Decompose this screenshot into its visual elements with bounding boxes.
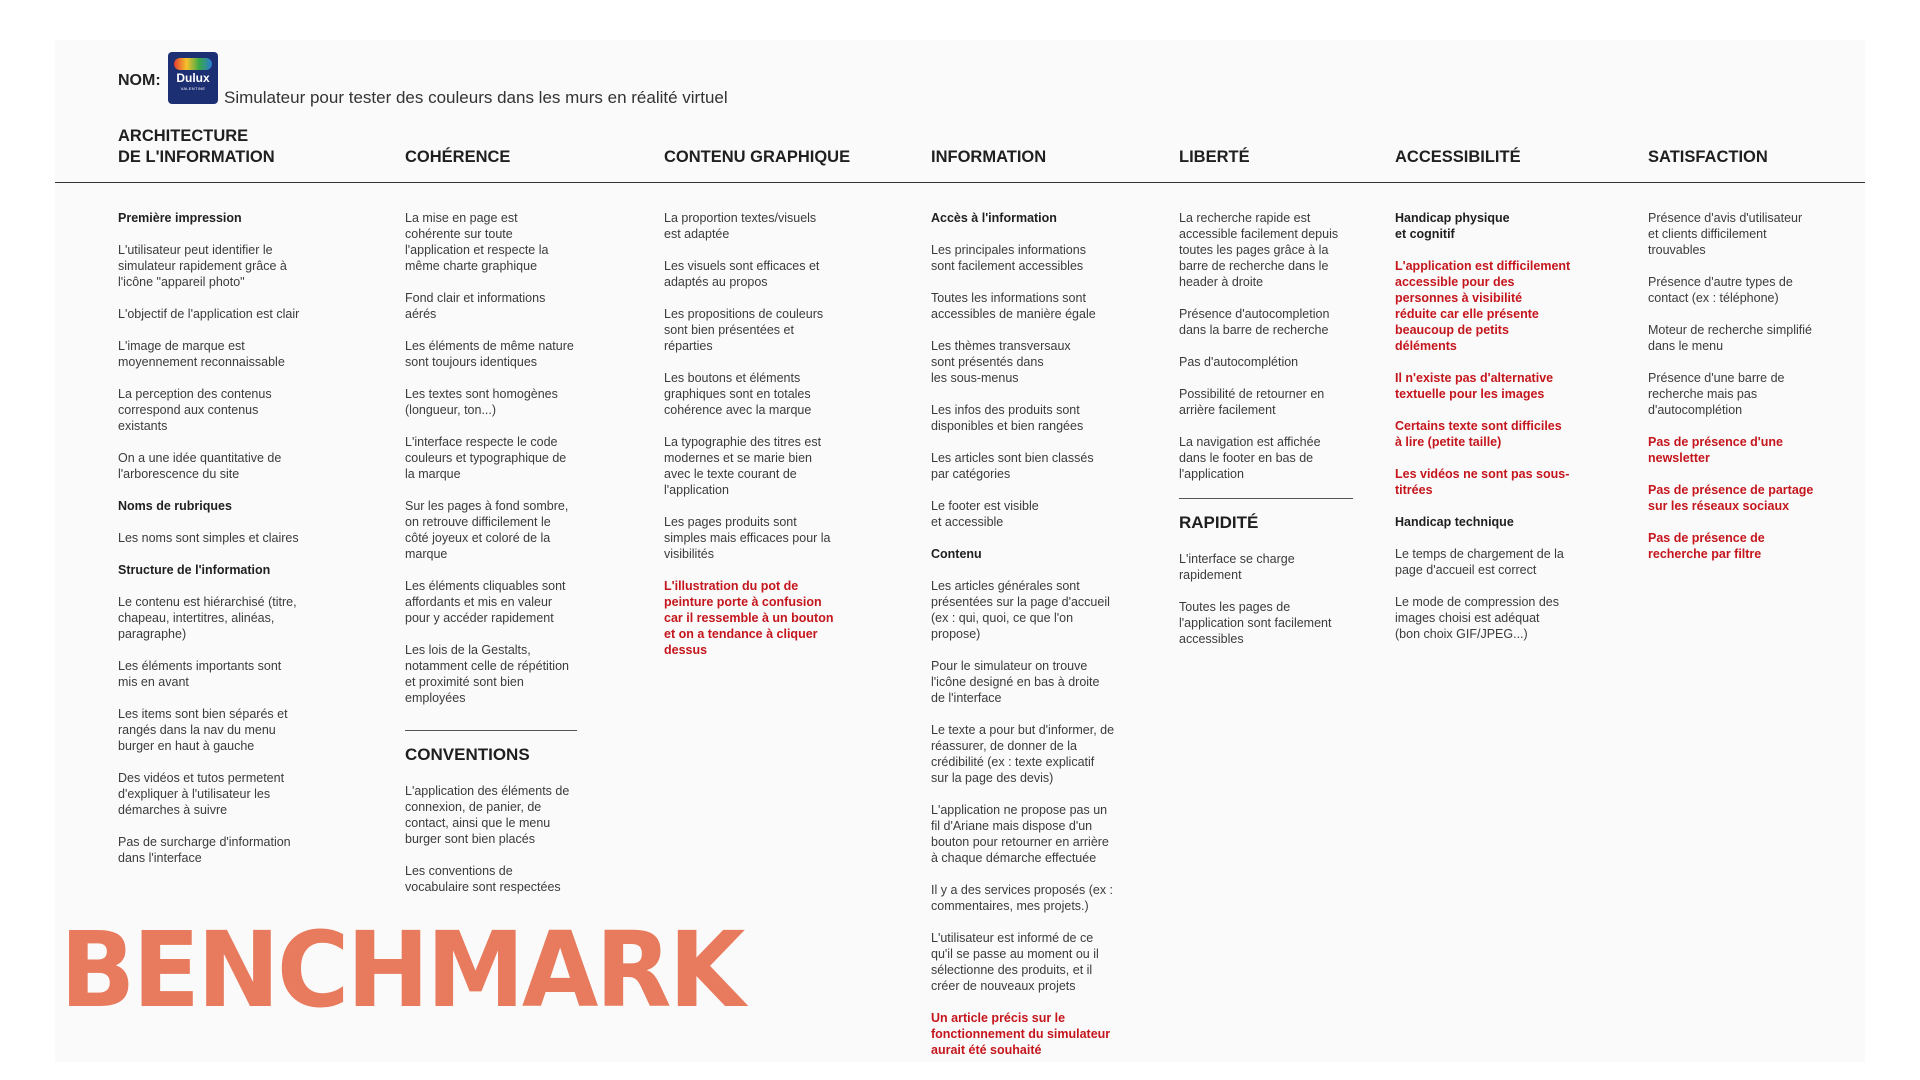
criterion-item: Les principales informations sont facilement accessibles bbox=[931, 243, 1086, 273]
criterion-item: L'utilisateur est informé de ce qu'il se passe au moment ou il sélectionne des produits, et il créer de nouveaux projets bbox=[931, 931, 1099, 993]
criterion-item: Présence d'autre types de contact (ex : téléphone) bbox=[1648, 275, 1793, 305]
criterion-item: Les infos des produits sont disponibles et bien rangées bbox=[931, 403, 1084, 433]
criterion-item: Toutes les pages de l'application sont facilement accessibles bbox=[1179, 600, 1332, 646]
column-body bbox=[118, 210, 358, 866]
criterion-item: La typographie des titres est modernes et se marie bien avec le texte courant de l'application bbox=[664, 435, 822, 497]
criterion-item: L'objectif de l'application est clair bbox=[118, 307, 300, 321]
criteria-column bbox=[1648, 126, 1848, 578]
criterion-item: La recherche rapide est accessible facilement depuis toutes les pages grâce à la barre de recherche dans le header à droite bbox=[1179, 211, 1339, 289]
criterion-item: Toutes les informations sont accessibles de manière égale bbox=[931, 291, 1096, 321]
criterion-item: Les éléments importants sont mis en avant bbox=[118, 659, 282, 689]
criterion-item: Les articles sont bien classés par catégories bbox=[931, 451, 1094, 481]
issue-item: Pas de présence d'une newsletter bbox=[1648, 435, 1783, 465]
criterion-item: Les visuels sont efficaces et adaptés au propos bbox=[664, 259, 820, 289]
criterion-item: Les boutons et éléments graphiques sont en totales cohérence avec la marque bbox=[664, 371, 812, 417]
criterion-item: Les thèmes transversaux sont présentés dans les sous-menus bbox=[931, 339, 1071, 385]
column-title: CONTENU GRAPHIQUE bbox=[664, 148, 851, 166]
criterion-item: Les conventions de vocabulaire sont respectées bbox=[405, 864, 561, 894]
criterion-item: Présence d'autocompletion dans la barre de recherche bbox=[1179, 307, 1330, 337]
column-title: LIBERTÉ bbox=[1179, 148, 1250, 166]
column-body bbox=[1179, 210, 1379, 647]
criteria-column bbox=[931, 126, 1171, 1074]
criterion-item: Possibilité de retourner en arrière facilement bbox=[1179, 387, 1325, 417]
criterion-item: Pas de surcharge d'information dans l'interface bbox=[118, 835, 291, 865]
column-body bbox=[1395, 210, 1635, 642]
column-title: SATISFACTION bbox=[1648, 148, 1768, 166]
criterion-item: La perception des contenus correspond aux contenus existants bbox=[118, 387, 272, 433]
issue-item: L'application est difficilement accessible pour des personnes à visibilité réduite car elle présente beaucoup de petits déléments bbox=[1395, 259, 1571, 353]
subsection-heading: Handicap technique bbox=[1395, 515, 1514, 529]
benchmark-title: BENCHMARK bbox=[60, 909, 743, 1031]
criterion-item: Pas d'autocomplétion bbox=[1179, 355, 1299, 369]
subsection-heading: Contenu bbox=[931, 547, 982, 561]
subsection-heading: Structure de l'information bbox=[118, 563, 271, 577]
criterion-item: Les items sont bien séparés et rangés dans la nav du menu burger en haut à gauche bbox=[118, 707, 288, 753]
logo-subtext: VALENTINE bbox=[180, 86, 206, 91]
criterion-item: La navigation est affichée dans le footer en bas de l'application bbox=[1179, 435, 1321, 481]
criterion-item: Il y a des services proposés (ex : commentaires, mes projets.) bbox=[931, 883, 1114, 913]
issue-item: Il n'existe pas d'alternative textuelle pour les images bbox=[1395, 371, 1554, 401]
criterion-item: L'application ne propose pas un fil d'Ariane mais dispose d'un bouton pour retourner en arrière à chaque démarche effectuée bbox=[931, 803, 1109, 865]
criterion-item: Les éléments cliquables sont affordants et mis en valeur pour y accéder rapidement bbox=[405, 579, 566, 625]
criterion-item: Sur les pages à fond sombre, on retrouve difficilement le côté joyeux et coloré de la marque bbox=[405, 499, 569, 561]
criterion-item: Les articles générales sont présentées sur la page d'accueil (ex : qui, quoi, ce que l'on propose) bbox=[931, 579, 1110, 641]
criteria-column bbox=[1395, 126, 1635, 658]
criterion-item: Fond clair et informations aérés bbox=[405, 291, 546, 321]
subsection-heading: Première impression bbox=[118, 211, 242, 225]
dulux-swirl-icon bbox=[174, 58, 212, 70]
issue-item: Pas de présence de recherche par filtre bbox=[1648, 531, 1765, 561]
criterion-item: La mise en page est cohérente sur toute l'application et respecte la même charte graphique bbox=[405, 211, 549, 273]
column-body bbox=[405, 210, 645, 895]
column-title: INFORMATION bbox=[931, 148, 1047, 166]
nom-label: NOM: bbox=[118, 72, 161, 89]
criterion-item: L'interface se charge rapidement bbox=[1179, 552, 1295, 582]
criterion-item: L'image de marque est moyennement reconnaissable bbox=[118, 339, 285, 369]
criterion-item: Présence d'avis d'utilisateur et clients difficilement trouvables bbox=[1648, 211, 1803, 257]
criterion-item: Les lois de la Gestalts, notamment celle de répétition et proximité sont bien employées bbox=[405, 643, 569, 705]
criterion-item: Les pages produits sont simples mais efficaces pour la visibilités bbox=[664, 515, 831, 561]
criterion-item: L'utilisateur peut identifier le simulateur rapidement grâce à l'icône "appareil photo" bbox=[118, 243, 287, 289]
column-body bbox=[1648, 210, 1848, 562]
subsection-heading: Accès à l'information bbox=[931, 211, 1057, 225]
issue-item: Les vidéos ne sont pas sous- titrées bbox=[1395, 467, 1570, 497]
issue-item: L'illustration du pot de peinture porte à confusion car il ressemble à un bouton et on a tendance à cliquer dessus bbox=[664, 579, 834, 657]
column-title: ARCHITECTURE DE L'INFORMATION bbox=[118, 127, 275, 166]
subsection-heading: Noms de rubriques bbox=[118, 499, 232, 513]
subsection-heading: Handicap physique et cognitif bbox=[1395, 211, 1510, 241]
criterion-item: Les éléments de même nature sont toujours identiques bbox=[405, 339, 574, 369]
criteria-column bbox=[664, 126, 904, 674]
issue-item: Un article précis sur le fonctionnement du simulateur aurait été souhaité bbox=[931, 1011, 1111, 1057]
section-title: RAPIDITÉ bbox=[1179, 513, 1259, 532]
criterion-item: Présence d'une barre de recherche mais pas d'autocomplétion bbox=[1648, 371, 1785, 417]
column-title: ACCESSIBILITÉ bbox=[1395, 148, 1521, 166]
criteria-column bbox=[118, 126, 358, 882]
column-body bbox=[664, 210, 904, 658]
criterion-item: Les noms sont simples et claires bbox=[118, 531, 299, 545]
app-description: Simulateur pour tester des couleurs dans les murs en réalité virtuel bbox=[224, 88, 728, 107]
criterion-item: Le footer est visible et accessible bbox=[931, 499, 1039, 529]
section-title: CONVENTIONS bbox=[405, 745, 530, 764]
criteria-column bbox=[1179, 126, 1379, 663]
criterion-item: Le temps de chargement de la page d'accueil est correct bbox=[1395, 547, 1564, 577]
column-title: COHÉRENCE bbox=[405, 148, 511, 166]
section-divider bbox=[405, 730, 577, 731]
column-body bbox=[931, 210, 1171, 1058]
criterion-item: L'application des éléments de connexion, de panier, de contact, ainsi que le menu burger sont bien placés bbox=[405, 784, 570, 846]
criterion-item: Pour le simulateur on trouve l'icône designé en bas à droite de l'interface bbox=[931, 659, 1100, 705]
criterion-item: Le mode de compression des images choisi est adéquat (bon choix GIF/JPEG...) bbox=[1395, 595, 1559, 641]
criteria-column bbox=[405, 126, 645, 911]
criterion-item: Les propositions de couleurs sont bien présentées et réparties bbox=[664, 307, 824, 353]
section-divider bbox=[1179, 498, 1353, 499]
criterion-item: Moteur de recherche simplifié dans le menu bbox=[1648, 323, 1812, 353]
dulux-logo bbox=[168, 52, 218, 104]
criterion-item: On a une idée quantitative de l'arborescence du site bbox=[118, 451, 282, 481]
criterion-item: Le texte a pour but d'informer, de réassurer, de donner de la crédibilité (ex : texte explicatif sur la page des devis) bbox=[931, 723, 1115, 785]
issue-item: Pas de présence de partage sur les réseaux sociaux bbox=[1648, 483, 1814, 513]
criterion-item: L'interface respecte le code couleurs et typographique de la marque bbox=[405, 435, 567, 481]
criterion-item: La proportion textes/visuels est adaptée bbox=[664, 211, 817, 241]
issue-item: Certains texte sont difficiles à lire (petite taille) bbox=[1395, 419, 1562, 449]
criterion-item: Des vidéos et tutos permetent d'expliquer à l'utilisateur les démarches à suivre bbox=[118, 771, 285, 817]
criterion-item: Les textes sont homogènes (longueur, ton...) bbox=[405, 387, 558, 417]
logo-text: Dulux bbox=[176, 71, 210, 85]
criterion-item: Le contenu est hiérarchisé (titre, chapeau, intertitres, alinéas, paragraphe) bbox=[118, 595, 297, 641]
